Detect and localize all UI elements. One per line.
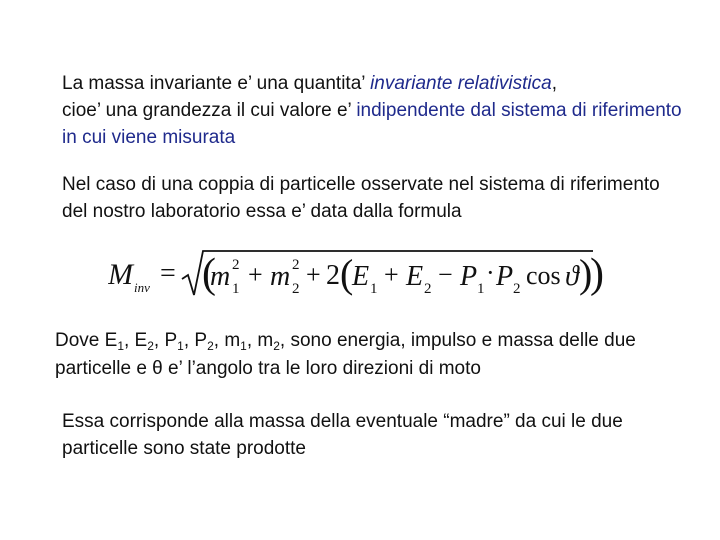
formula-cos: cos: [526, 261, 561, 290]
formula-M: M: [108, 258, 133, 291]
formula-E2: E: [406, 261, 424, 292]
text-run: cioe’ una grandezza il cui valore e’: [62, 100, 357, 121]
paren-open: (: [202, 251, 216, 297]
formula-theta: ϑ: [565, 261, 579, 292]
variables-explanation: [55, 327, 675, 383]
mother-particle-paragraph: Essa corrisponde alla massa della eventuale “madre” da cui le due particelle sono state prodotte: [62, 411, 623, 459]
formula-sub: 1: [370, 281, 378, 297]
text-run: , sono energia, impulso e massa delle due particelle e θ e’ l’angolo tra le loro direzioni di moto: [55, 330, 636, 379]
text-run: La massa invariante e’ una quantita’: [62, 73, 371, 94]
formula-minus: −: [438, 260, 453, 289]
text-run: , m: [213, 330, 241, 351]
formula-dot: ·: [486, 258, 495, 287]
text-run: Dove E: [55, 330, 118, 351]
text-run: , P: [183, 330, 208, 351]
formula-P2: P: [496, 261, 514, 292]
formula-intro-paragraph: Nel caso di una coppia di particelle osservate nel sistema di riferimento del nostro laboratorio essa e’ data dalla formula: [62, 174, 660, 222]
formula-sub: 1: [477, 281, 485, 297]
text-run: , P: [153, 330, 178, 351]
paren-close: ): [579, 251, 593, 296]
subscript: 1: [240, 339, 247, 353]
invariant-mass-definition: [62, 70, 682, 151]
formula-sub: 2: [513, 281, 521, 297]
formula-sup: 2: [232, 257, 240, 273]
highlight-invariante-relativistica: invariante relativistica: [370, 73, 552, 94]
formula-plus: +: [306, 260, 321, 289]
text-run: , m: [246, 330, 274, 351]
subscript: 1: [177, 339, 184, 353]
formula-P1: P: [460, 261, 478, 292]
invariant-mass-formula: [108, 245, 608, 305]
highlight-indipendente: indipendente dal sistema di riferimento in cui viene misurata: [62, 100, 682, 148]
formula-plus: +: [384, 260, 399, 289]
paren-open: (: [340, 251, 354, 296]
formula-two: 2: [326, 260, 340, 291]
subscript: 2: [207, 339, 214, 353]
formula-m1: m: [210, 261, 231, 292]
formula-m2: m: [270, 261, 291, 292]
formula-equals: =: [160, 258, 176, 289]
subscript: 1: [117, 339, 124, 353]
formula-sub: 2: [292, 281, 300, 297]
formula-E1: E: [352, 261, 370, 292]
subscript: 2: [147, 339, 154, 353]
paren-close: ): [590, 251, 604, 297]
text-run: ,: [551, 73, 557, 94]
formula-plus: +: [248, 260, 263, 289]
formula-sub: 1: [232, 281, 240, 297]
subscript: 2: [273, 339, 280, 353]
formula-sub: 2: [424, 281, 432, 297]
formula-inv: inv: [134, 280, 150, 295]
text-run: , E: [124, 330, 148, 351]
formula-sup: 2: [292, 257, 300, 273]
